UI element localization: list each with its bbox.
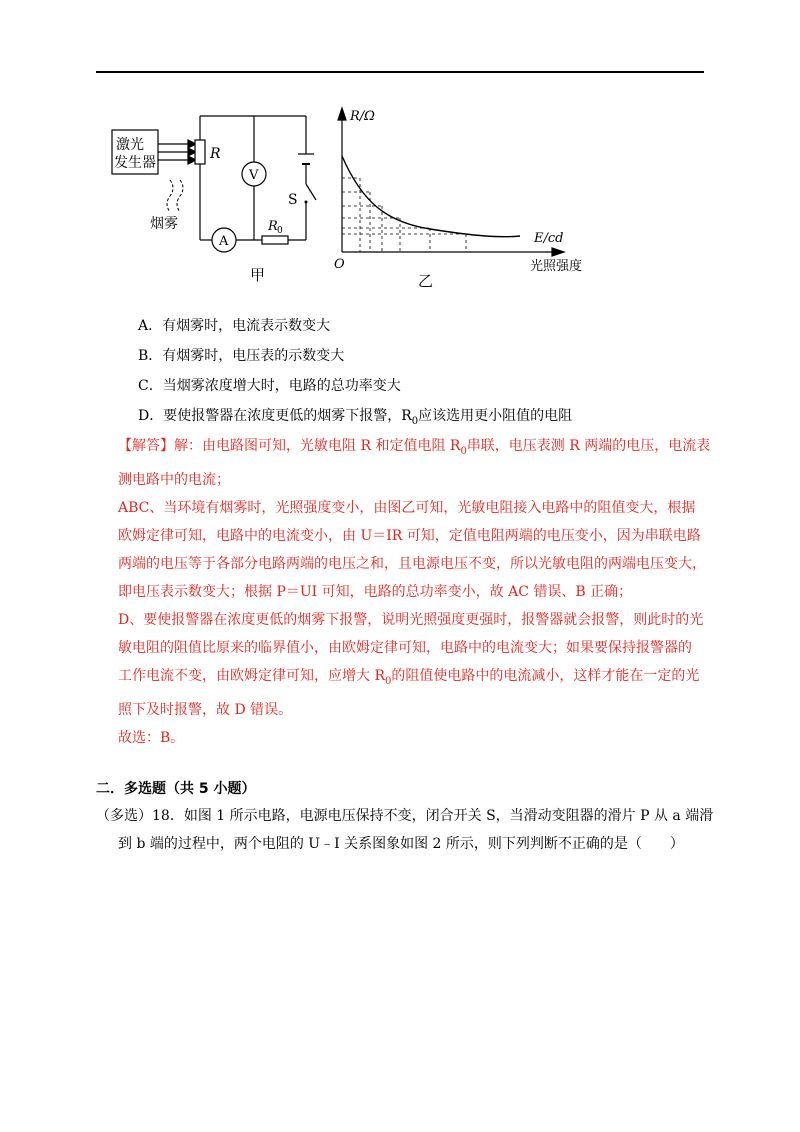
resistance-curve	[342, 156, 520, 237]
figure-svg	[110, 102, 630, 292]
a-label: A	[219, 234, 229, 249]
x-axis-sub: 光照强度	[530, 259, 583, 274]
resistor-r0	[262, 236, 288, 244]
caption-jia: 甲	[250, 266, 266, 284]
r0-sub: 0	[277, 226, 283, 236]
answer-block	[118, 432, 718, 752]
header-rule	[96, 71, 704, 73]
switch-s	[306, 184, 316, 200]
r-label: R	[210, 146, 221, 162]
answer-p2-line-1: ABC、当环境有烟雾时，光照强度变小，由图乙可知，光敏电阻接入电路中的阻值变大，根据	[118, 499, 696, 516]
x-axis-label: E/cd	[534, 231, 564, 246]
section-title: 二．多选题（共 5 小题）	[96, 781, 256, 797]
y-axis-label: R/Ω	[350, 109, 375, 124]
answer-p3-line-1: D、要使报警器在浓度更低的烟雾下报警，说明光照强度更强时，报警器就会报警，则此时的光	[118, 611, 704, 628]
caption-yi: 乙	[418, 272, 434, 290]
answer-p2-line-2: 欧姆定律可知，电路中的电流变小，由 U＝IR 可知，定值电阻两端的电压变小，因为串联电路	[118, 527, 701, 544]
option-b: B．有烟雾时，电压表的示数变大	[138, 348, 345, 364]
smoke-label: 烟雾	[150, 216, 178, 232]
answer-p3-line-3: 工作电流不变，由欧姆定律可知，应增大 $R_0$的阻值使电路中的电流减小，这样才能在一定的光	[118, 667, 700, 687]
question-line-1: （多选）18．如图 1 所示电路，电源电压保持不变，闭合开关 S，当滑动变阻器的滑片 P 从 a 端滑	[96, 808, 714, 824]
answer-conclusion: 故选：B。	[118, 729, 185, 746]
answer-line-1: 【解答】解：由电路图可知，光敏电阻 R 和定值电阻 $R_0$串联，电压表测 R 两端的电压，电流表	[118, 438, 711, 457]
smoke-icon	[167, 180, 183, 212]
answer-p2-line-4: 即电压表示数变大；根据 P＝UI 可知，电路的总功率变小，故 AC 错误、B 正确；	[118, 583, 633, 600]
laser-label-2: 发生器	[114, 155, 156, 171]
option-d: D．要使报警器在浓度更低的烟雾下报警，$R_0$应该选用更小阻值的电阻	[138, 408, 573, 427]
answer-line-2: 测电路中的电流；	[118, 471, 230, 488]
r0-label: R	[268, 219, 278, 234]
photoresistor-r	[195, 140, 205, 164]
laser-arrows	[158, 140, 196, 164]
v-label: V	[249, 168, 259, 183]
answer-p2-line-3: 两端的电压等于各部分电路两端的电压之和，且电源电压不变，所以光敏电阻的两端电压变大，	[118, 555, 706, 572]
laser-label-1: 激光	[116, 137, 144, 153]
answer-p3-line-4: 照下及时报警，故 D 错误。	[118, 701, 293, 718]
option-a: A．有烟雾时，电流表示数变大	[138, 318, 331, 334]
option-c: C．当烟雾浓度增大时，电路的总功率变大	[138, 378, 401, 394]
question-18	[96, 802, 713, 858]
s-label: S	[288, 192, 298, 208]
origin-label: O	[334, 257, 345, 272]
question-line-2: 到 b 端的过程中，两个电阻的 U﹣I 关系图象如图 2 所示，则下列判断不正确的是（ ）	[118, 836, 684, 852]
answer-p3-line-2: 敏电阻的阻值比原来的临界值小，由欧姆定律可知，电路中的电流变大；如果要保持报警器的	[118, 639, 692, 656]
figure-circuit-and-graph	[110, 102, 630, 296]
